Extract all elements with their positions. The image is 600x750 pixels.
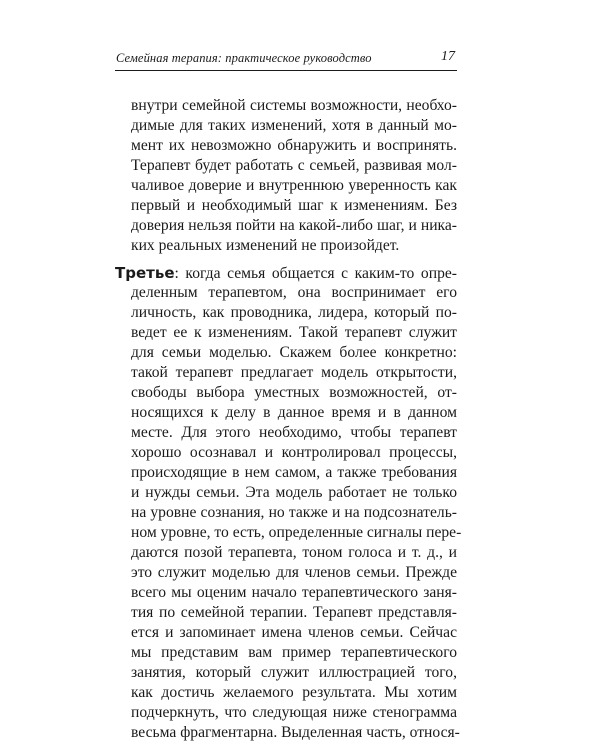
text-line: на уровне сознания, но также и на подсознатель- (131, 504, 457, 521)
text-line: даются позой терапевта, тоном голоса и т. д., и (131, 544, 457, 561)
page-number: 17 (441, 49, 455, 64)
text-line: ется и запоминает имена членов семьи. Сейчас (131, 624, 457, 641)
text-line: первый и необходимый шаг к изменениям. Без (131, 197, 457, 214)
text-line: чаливое доверие и внутреннюю уверенность как (131, 177, 457, 194)
text-line: ном уровне, то есть, определенные сигналы пере- (131, 524, 462, 541)
text-line: доверия нельзя пойти на какой-либо шаг, и ника- (131, 217, 457, 234)
text-line: свободы выбора уместных возможностей, от- (131, 384, 457, 401)
text-line: хорошо осознавал и контролировал процессы, (131, 444, 457, 461)
text-line: Терапевт будет работать с семьей, развивая мол- (131, 157, 457, 174)
page-header (115, 48, 457, 71)
text-line: носящихся к делу в данное время и в данном (131, 404, 457, 421)
text-line: это служит моделью для членов семьи. Прежде (131, 564, 457, 581)
text-line: личность, как проводника, лидера, который по- (131, 304, 457, 321)
text-line: димые для таких изменений, хотя в данный мо- (131, 117, 457, 134)
text-line: деленным терапевтом, она воспринимает его (131, 284, 457, 301)
text-line: такой терапевт предлагает модель открытости, (131, 364, 457, 381)
first-line-text: : когда семья общается с каким-то опре- (174, 265, 457, 282)
text-line: всего мы оценим начало терапевтического заня- (131, 584, 457, 601)
text-line: подчеркнуть, что следующая ниже стенограмма (131, 704, 457, 721)
text-line: месте. Для этого необходимо, чтобы терапевт (131, 424, 457, 441)
text-line: внутри семейной системы возможности, необхо- (131, 97, 457, 114)
text-line: для семьи моделью. Скажем более конкретно: (131, 344, 457, 361)
lead-word: Третье (115, 264, 175, 282)
text-line: ведет ее к изменениям. Такой терапевт служит (131, 324, 457, 341)
text-line: ких реальных изменений не произойдет. (131, 237, 400, 254)
running-head-title: Семейная терапия: практическое руководство (116, 51, 372, 65)
text-line: мы представим вам пример терапевтического (131, 644, 457, 661)
text-line-first (115, 263, 457, 284)
text-line: весьма фрагментарна. Выделенная часть, относя- (131, 724, 460, 741)
text-line: как достичь желаемого результата. Мы хотим (131, 684, 457, 701)
text-line: занятия, который служит иллюстрацией того, (131, 664, 457, 681)
text-line: тия по семейной терапии. Терапевт представля- (131, 604, 457, 621)
text-line: мент их невозможно обнаружить и воспринять. (131, 137, 457, 154)
text-line: происходящие в нем самом, а также требования (131, 464, 457, 481)
text-line: и нужды семьи. Эта модель работает не только (131, 484, 457, 501)
